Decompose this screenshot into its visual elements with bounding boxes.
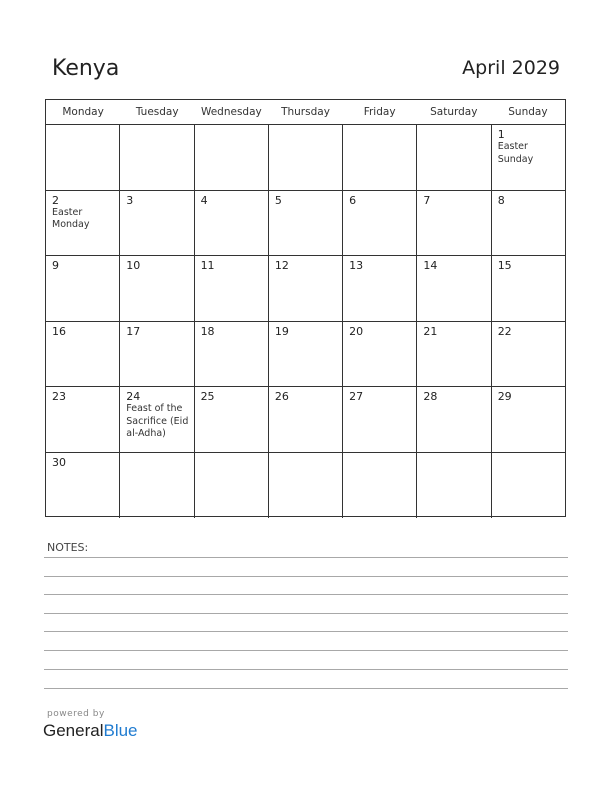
day-number: 3 [126, 193, 134, 207]
day-number: 4 [200, 193, 208, 207]
holiday-label: Easter Sunday [497, 141, 534, 165]
note-line [44, 576, 568, 577]
day-cell[interactable] [269, 191, 343, 256]
day-cell[interactable] [417, 322, 491, 387]
note-line [44, 613, 568, 614]
day-cell[interactable] [120, 322, 194, 387]
day-number: 16 [52, 324, 66, 338]
day-number: 28 [423, 390, 438, 403]
day-number: 26 [274, 390, 289, 403]
day-cell[interactable] [417, 191, 491, 256]
day-cell[interactable] [269, 322, 343, 387]
notes-label: NOTES: [47, 541, 89, 554]
day-number: 11 [200, 259, 215, 272]
day-cell[interactable] [195, 256, 269, 321]
day-number: 18 [200, 324, 215, 338]
note-line [44, 557, 568, 558]
weekday-header [46, 100, 565, 125]
day-cell[interactable] [417, 256, 491, 321]
day-cell[interactable] [343, 453, 417, 519]
day-cell[interactable] [343, 387, 417, 452]
day-cell[interactable] [120, 191, 194, 256]
day-number: 14 [423, 259, 438, 272]
day-cell[interactable] [417, 125, 491, 190]
week-row [46, 125, 565, 191]
week-row [46, 387, 565, 453]
day-cell[interactable] [343, 191, 417, 256]
note-line [44, 688, 568, 689]
day-cell[interactable] [492, 322, 565, 387]
weekday-label: Monday [62, 106, 104, 118]
day-cell[interactable] [492, 191, 565, 256]
day-cell[interactable] [46, 322, 120, 387]
note-line [44, 631, 568, 632]
day-number: 29 [497, 390, 512, 403]
day-cell[interactable] [343, 125, 417, 190]
day-number: 2 [52, 193, 59, 207]
day-cell[interactable] [195, 125, 269, 190]
day-cell[interactable] [195, 322, 269, 387]
day-cell[interactable] [120, 453, 194, 519]
day-cell[interactable] [269, 125, 343, 190]
day-cell[interactable] [195, 387, 269, 452]
weekday-label: Sunday [508, 106, 548, 118]
day-number: 19 [274, 324, 289, 338]
day-cell[interactable] [120, 256, 194, 321]
day-number: 7 [423, 193, 431, 207]
day-cell[interactable] [269, 256, 343, 321]
day-number: 17 [126, 324, 141, 338]
day-number: 25 [200, 390, 215, 403]
day-cell[interactable] [492, 125, 565, 190]
day-cell[interactable] [46, 387, 120, 452]
day-cell[interactable] [46, 125, 120, 190]
day-number: 30 [52, 455, 66, 469]
powered-by-text: powered by [47, 709, 105, 719]
day-cell[interactable] [492, 453, 565, 519]
day-number: 15 [497, 259, 512, 272]
week-row [46, 322, 565, 388]
holiday-label: Easter Monday [52, 206, 90, 230]
day-number: 9 [52, 259, 59, 272]
weekday-label: Wednesday [200, 106, 262, 118]
day-cell[interactable] [46, 256, 120, 321]
day-cell[interactable] [343, 322, 417, 387]
day-number: 5 [274, 193, 282, 207]
day-number: 23 [52, 390, 66, 403]
weekday-label: Friday [363, 106, 396, 118]
day-cell[interactable] [46, 453, 120, 519]
day-number: 22 [497, 324, 512, 338]
day-cell[interactable] [417, 453, 491, 519]
week-row [46, 256, 565, 322]
note-line [44, 650, 568, 651]
weekday-label: Saturday [430, 106, 478, 118]
country-title: Kenya [52, 56, 120, 81]
day-number: 24 [126, 390, 141, 403]
day-cell[interactable] [120, 125, 194, 190]
brand-blue: Blue [103, 721, 138, 740]
day-number: 27 [349, 390, 364, 403]
day-cell[interactable] [120, 387, 194, 452]
day-number: 12 [274, 259, 289, 272]
day-number: 21 [423, 324, 438, 338]
brand-general: General [43, 721, 104, 740]
day-cell[interactable] [492, 256, 565, 321]
holiday-label: Feast of the Sacrifice (Eid al-Adha) [126, 403, 189, 439]
day-number: 20 [349, 324, 364, 338]
note-line [44, 594, 568, 595]
day-cell[interactable] [343, 256, 417, 321]
day-cell[interactable] [492, 387, 565, 452]
month-title: April 2029 [462, 57, 560, 79]
day-number: 6 [349, 193, 357, 207]
brand-logo[interactable] [43, 721, 138, 741]
week-row [46, 453, 565, 519]
day-cell[interactable] [46, 191, 120, 256]
week-row [46, 191, 565, 257]
note-line [44, 669, 568, 670]
day-number: 13 [349, 259, 364, 272]
day-number: 1 [497, 128, 505, 141]
day-cell[interactable] [195, 453, 269, 519]
day-cell[interactable] [417, 387, 491, 452]
day-cell[interactable] [269, 453, 343, 519]
day-cell[interactable] [195, 191, 269, 256]
day-number: 8 [497, 193, 505, 207]
weekday-label: Thursday [281, 106, 330, 118]
weekday-label: Tuesday [135, 106, 179, 118]
day-number: 10 [126, 259, 141, 272]
calendar-grid [45, 99, 566, 517]
day-cell[interactable] [269, 387, 343, 452]
